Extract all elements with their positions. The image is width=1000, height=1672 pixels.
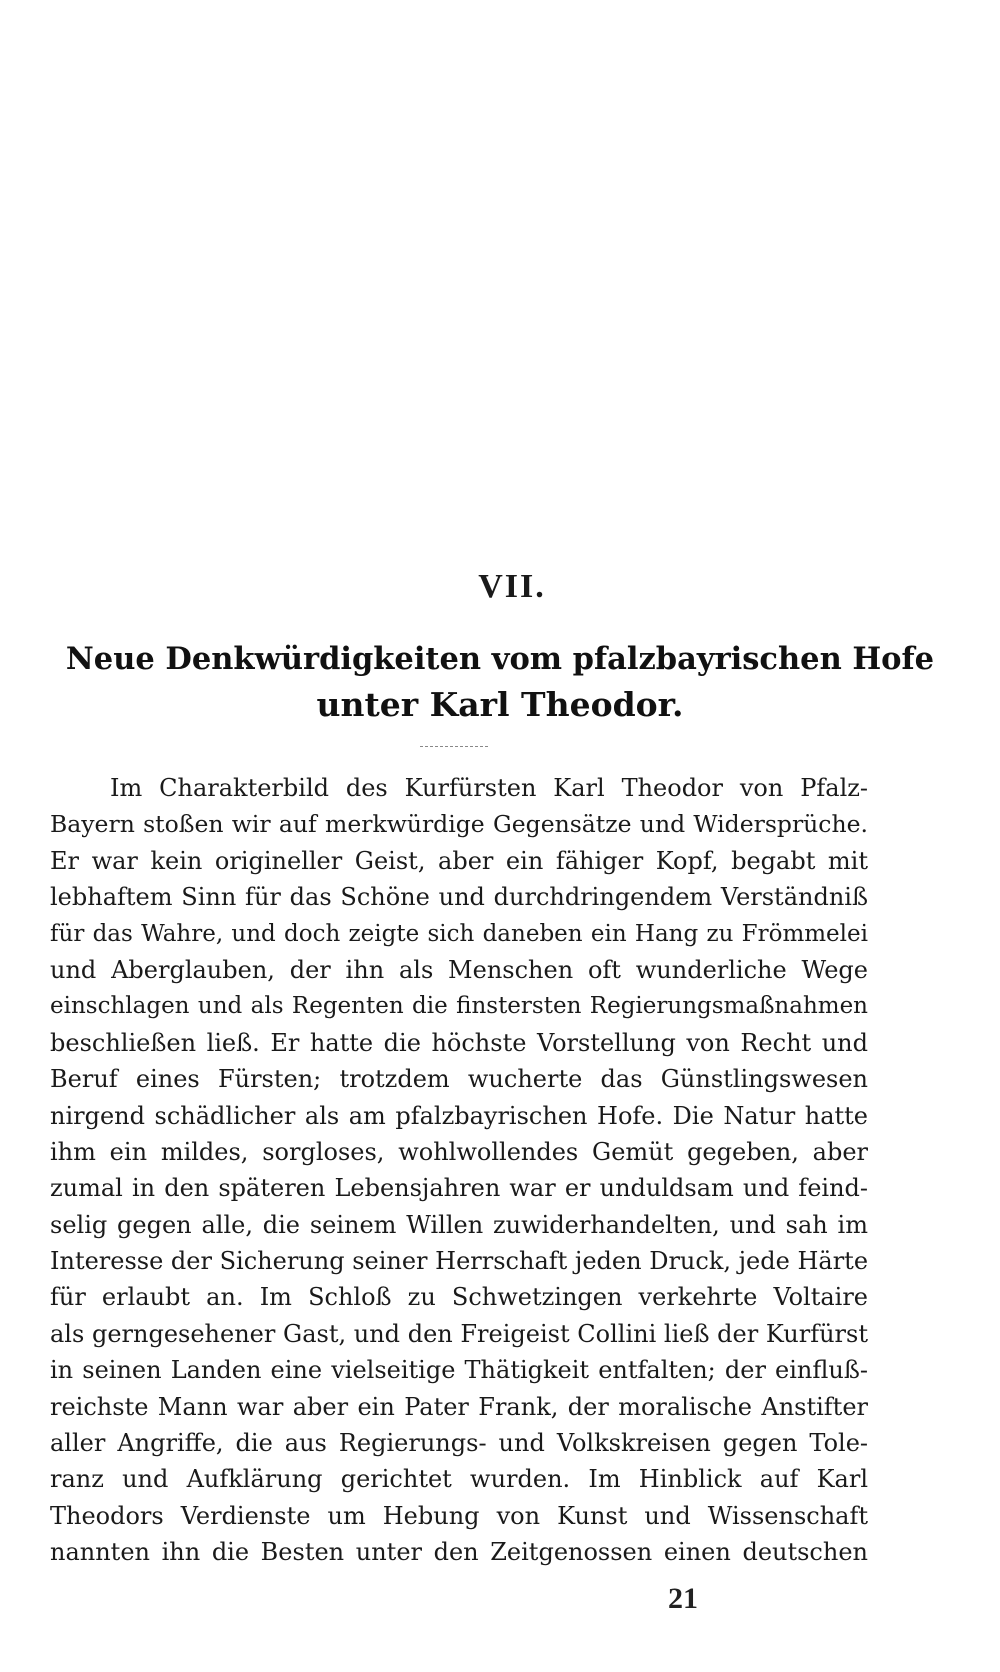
chapter-number: VII. — [478, 568, 546, 605]
text-line: nannten ihn die Besten unter den Zeitgenossen einen deutschen — [50, 1538, 868, 1567]
page-number: 21 — [668, 1582, 698, 1615]
text-line: aller Angriffe, die aus Regierungs- und Volkskreisen gegen Tole- — [50, 1429, 868, 1458]
text-line: lebhaftem Sinn für das Schöne und durchdringendem Verständniß — [50, 883, 868, 912]
chapter-title-line: unter Karl Theodor. — [316, 685, 684, 724]
text-line: für erlaubt an. Im Schloß zu Schwetzingen verkehrte Voltaire — [50, 1283, 868, 1312]
text-line: in seinen Landen eine vielseitige Thätigkeit entfalten; der einfluß- — [50, 1356, 868, 1385]
title-divider — [420, 746, 488, 747]
text-line: selig gegen alle, die seinem Willen zuwiderhandelten, und sah im — [50, 1210, 868, 1239]
text-line: Im Charakterbild des Kurfürsten Karl Theodor von Pfalz- — [110, 774, 868, 802]
text-line: reichste Mann war aber ein Pater Frank, der moralische Anstifter — [50, 1392, 868, 1421]
text-line: Bayern stoßen wir auf merkwürdige Gegensätze und Widersprüche. — [50, 810, 868, 839]
text-line: Interesse der Sicherung seiner Herrschaft jeden Druck, jede Härte — [50, 1247, 869, 1276]
chapter-title — [60, 636, 940, 728]
text-line: nirgend schädlicher als am pfalzbayrischen Hofe. Die Natur hatte — [50, 1101, 868, 1130]
body-text — [50, 770, 868, 1571]
text-line: Er war kein origineller Geist, aber ein fähiger Kopf, begabt mit — [50, 846, 868, 875]
text-line: ranz und Aufklärung gerichtet wurden. Im Hinblick auf Karl — [50, 1465, 868, 1494]
text-line: für das Wahre, und doch zeigte sich daneben ein Hang zu Frömmelei — [50, 920, 868, 947]
text-line: als gerngesehener Gast, und den Freigeist Collini ließ der Kurfürst — [50, 1319, 868, 1348]
text-line: ihm ein mildes, sorgloses, wohlwollendes Gemüt gegeben, aber — [50, 1137, 868, 1166]
text-line: zumal in den späteren Lebensjahren war er unduldsam und feind- — [50, 1174, 868, 1203]
text-line: einschlagen und als Regenten die finstersten Regierungsmaßnahmen — [50, 993, 868, 1020]
text-line: beschließen ließ. Er hatte die höchste Vorstellung von Recht und — [50, 1028, 868, 1057]
text-line: und Aberglauben, der ihn als Menschen oft wunderliche Wege — [50, 955, 868, 984]
chapter-title-line: Neue Denkwürdigkeiten vom pfalzbayrischen Hofe — [65, 641, 935, 677]
text-line: Beruf eines Fürsten; trotzdem wucherte das Günstlingswesen — [50, 1065, 868, 1094]
text-line: Theodors Verdienste um Hebung von Kunst und Wissenschaft — [50, 1501, 868, 1530]
